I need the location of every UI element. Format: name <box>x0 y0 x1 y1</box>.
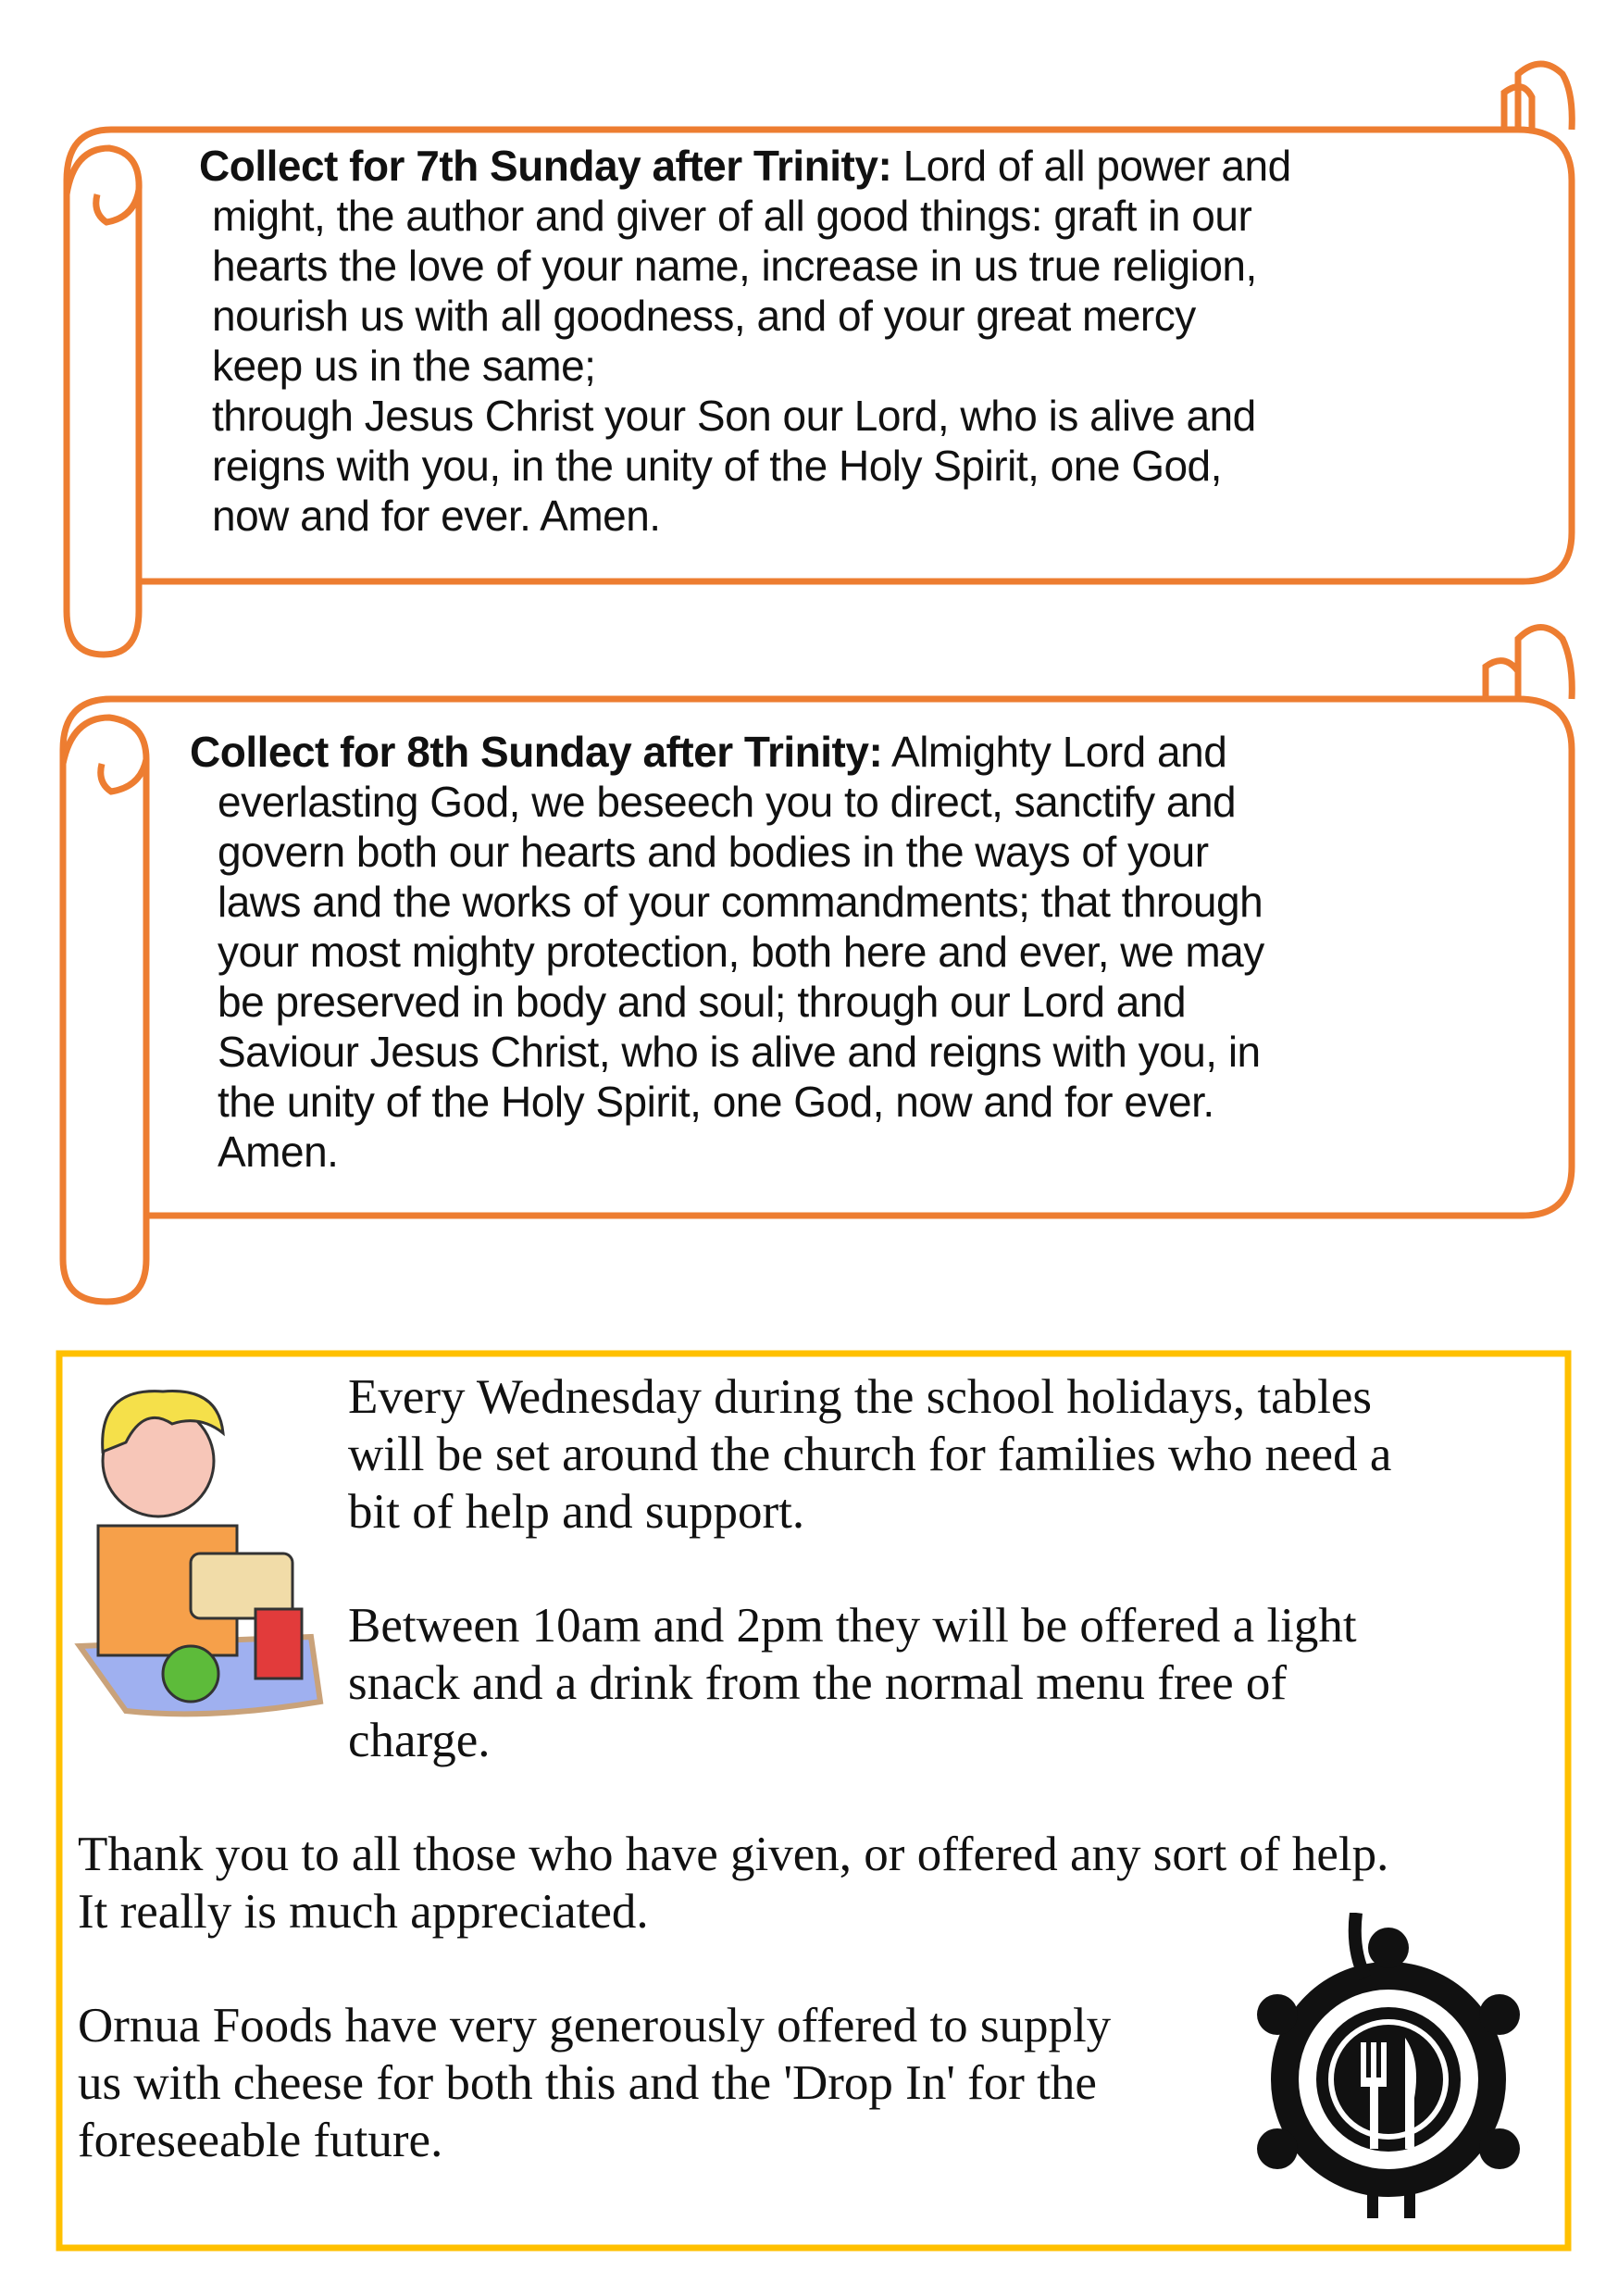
collect-line: the unity of the Holy Spirit, one God, now and for ever. <box>218 1078 1214 1126</box>
collect-line: govern both our hearts and bodies in the ways of your <box>218 828 1209 876</box>
notice-line: charge. <box>348 1714 491 1767</box>
collect-line: your most mighty protection, both here and ever, we may <box>218 928 1264 976</box>
collect-heading: Collect for 7th Sunday after Trinity: <box>199 142 892 190</box>
collect-line: might, the author and giver of all good things: graft in our <box>212 192 1252 240</box>
collect-heading: Collect for 8th Sunday after Trinity: <box>190 728 883 776</box>
notice-line: foreseeable future. <box>78 2114 443 2167</box>
collect-line: through Jesus Christ your Son our Lord, who is alive and <box>212 392 1256 440</box>
collect-line: now and for ever. <box>212 492 531 540</box>
notice-paragraph-1 <box>348 1368 1551 1541</box>
collect-line: be preserved in body and soul; through our Lord and <box>218 978 1187 1026</box>
notice-line: us with cheese for both this and the 'Drop In' for the <box>78 2056 1097 2110</box>
collect-line: everlasting God, we beseech you to direct, sanctify and <box>218 778 1237 826</box>
amen: Amen. <box>540 492 661 540</box>
notice-line: Every Wednesday during the school holidays, tables <box>348 1370 1373 1424</box>
collect-line: nourish us with all goodness, and of your great mercy <box>212 292 1196 340</box>
amen: Amen. <box>218 1128 339 1176</box>
notice-paragraph-4 <box>78 1997 1244 2169</box>
collect-7th-sunday <box>199 141 1532 541</box>
collect-line: laws and the works of your commandments; that through <box>218 878 1263 926</box>
notice-paragraph-2 <box>348 1597 1551 1769</box>
collect-8th-sunday <box>190 727 1523 1177</box>
collect-line: hearts the love of your name, increase in us true religion, <box>212 242 1257 290</box>
collect-line: Lord of all power and <box>902 142 1291 190</box>
child-eating-clipart <box>70 1368 333 1724</box>
notice-line: Thank you to all those who have given, or offered any sort of help. <box>78 1828 1389 1881</box>
notice-line: Between 10am and 2pm they will be offered a light <box>348 1599 1357 1653</box>
collect-line: keep us in the same; <box>212 342 596 390</box>
collect-line: Almighty Lord and <box>891 728 1227 776</box>
notice-line: snack and a drink from the normal menu free of <box>348 1656 1287 1710</box>
collect-line: Saviour Jesus Christ, who is alive and reigns with you, in <box>218 1028 1261 1076</box>
collect-line: reigns with you, in the unity of the Holy Spirit, one God, <box>212 442 1222 490</box>
notice-line: Ornua Foods have very generously offered to supply <box>78 1999 1112 2053</box>
notice-line: will be set around the church for families who need a <box>348 1428 1392 1481</box>
notice-line: bit of help and support. <box>348 1485 805 1539</box>
notice-line: It really is much appreciated. <box>78 1885 649 1939</box>
community-meal-logo-icon <box>1250 1913 1524 2222</box>
